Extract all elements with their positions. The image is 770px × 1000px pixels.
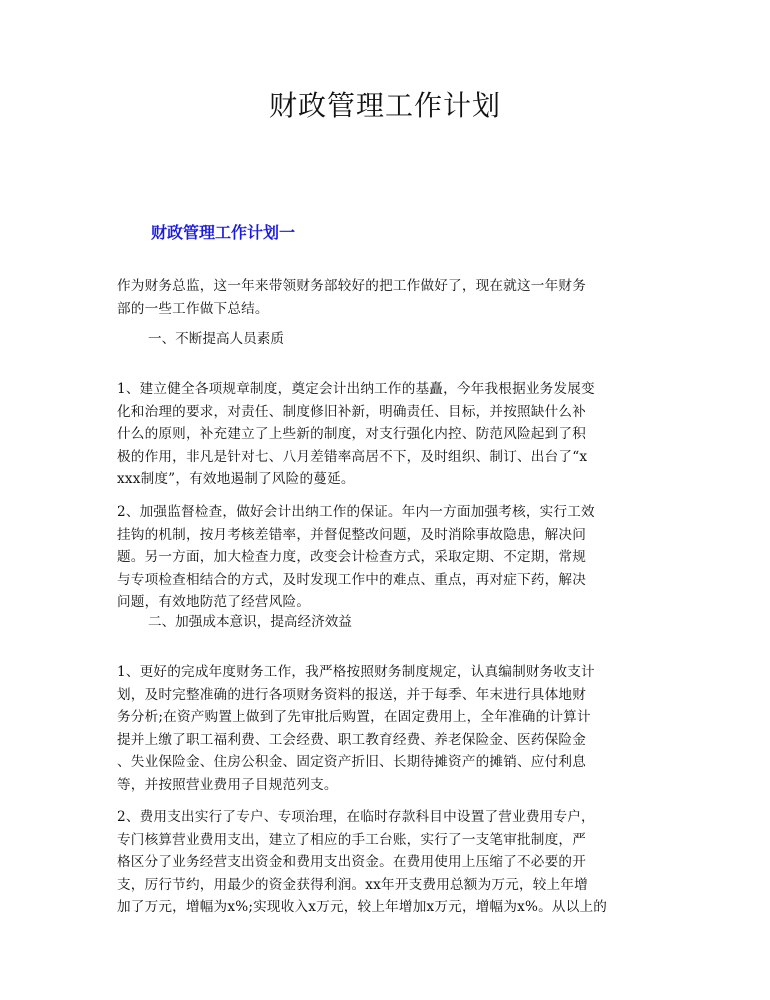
text-line: 极的作用，非凡是针对七、八月差错率高居不下，及时组织、制订、出台了“x [117,448,588,465]
section-2-paragraph-2 [117,806,657,919]
text-line: 2、费用支出实行了专户、专项治理，在临时存款科目中设置了营业费用专户， [117,809,595,825]
document-title: 财政管理工作计划 [268,89,501,122]
text-line: 挂钩的机制，按月考核差错率，并督促整改问题，及时消除事故隐患，解决问 [117,526,586,543]
text-line: 等，并按照营业费用子目规范列支。 [117,776,338,793]
section-subtitle: 财政管理工作计划一 [151,223,296,242]
text-line: 专门核算营业费用支出，建立了相应的手工台账，实行了一支笔审批制度，严 [117,831,586,848]
text-line: 2、加强监督检查，做好会计出纳工作的保证。年内一方面加强考核，实行工效 [117,504,595,520]
text-line: 1、建立健全各项规章制度，奠定会计出纳工作的基矗，今年我根据业务发展变 [117,381,595,397]
text-line: 格区分了业务经营支出资金和费用支出资金。在费用使用上压缩了不必要的开 [117,854,586,870]
text-line: 提并上缴了职工福利费、工会经费、职工教育经费、养老保险金、医药保险金 [117,731,586,748]
section-1-paragraph-1 [117,378,657,491]
intro-paragraph [117,275,657,320]
text-line: 支，厉行节约，用最少的资金获得利润。xx年开支费用总额为万元，较上年增 [117,876,588,893]
text-line: 部的一些工作做下总结。 [117,300,269,317]
text-line: 划，及时完整准确的进行各项财务资料的报送，并于每季、年末进行具体地财 [117,686,586,703]
text-line: 、失业保险金、住房公积金、固定资产折旧、长期待摊资产的摊销、应付利息 [117,754,586,770]
section-2-heading: 二、加强成本意识，提高经济效益 [148,614,352,630]
section-1-heading: 一、不断提高人员素质 [148,331,284,347]
text-line: 务分析;在资产购置上做到了先审批后购置，在固定费用上，全年准确的计算计 [117,709,591,725]
text-line: 作为财务总监，这一年来带领财务部较好的把工作做好了，现在就这一年财务 [117,278,586,294]
text-line: xxx制度”，有效地遏制了风险的蔓延。 [117,471,355,487]
section-1-paragraph-2 [117,501,657,614]
text-line: 什么的原则，补充建立了上些新的制度，对支行强化内控、防范风险起到了积 [117,426,586,442]
text-line: 问题，有效地防范了经营风险。 [117,594,311,610]
section-2-paragraph-1 [117,661,657,796]
text-line: 加了万元，增幅为x%;实现收入x万元，较上年增加x万元，增幅为x%。从以上的 [117,899,608,915]
text-line: 1、更好的完成年度财务工作，我严格按照财务制度规定，认真编制财务收支计 [117,664,595,680]
text-line: 题。另一方面，加大检查力度，改变会计检查方式，采取定期、不定期，常规 [117,549,586,565]
text-line: 与专项检查相结合的方式，及时发现工作中的难点、重点，再对症下药，解决 [117,571,586,588]
text-line: 化和治理的要求，对责任、制度修旧补新，明确责任、目标，并按照缺什么补 [117,403,586,420]
